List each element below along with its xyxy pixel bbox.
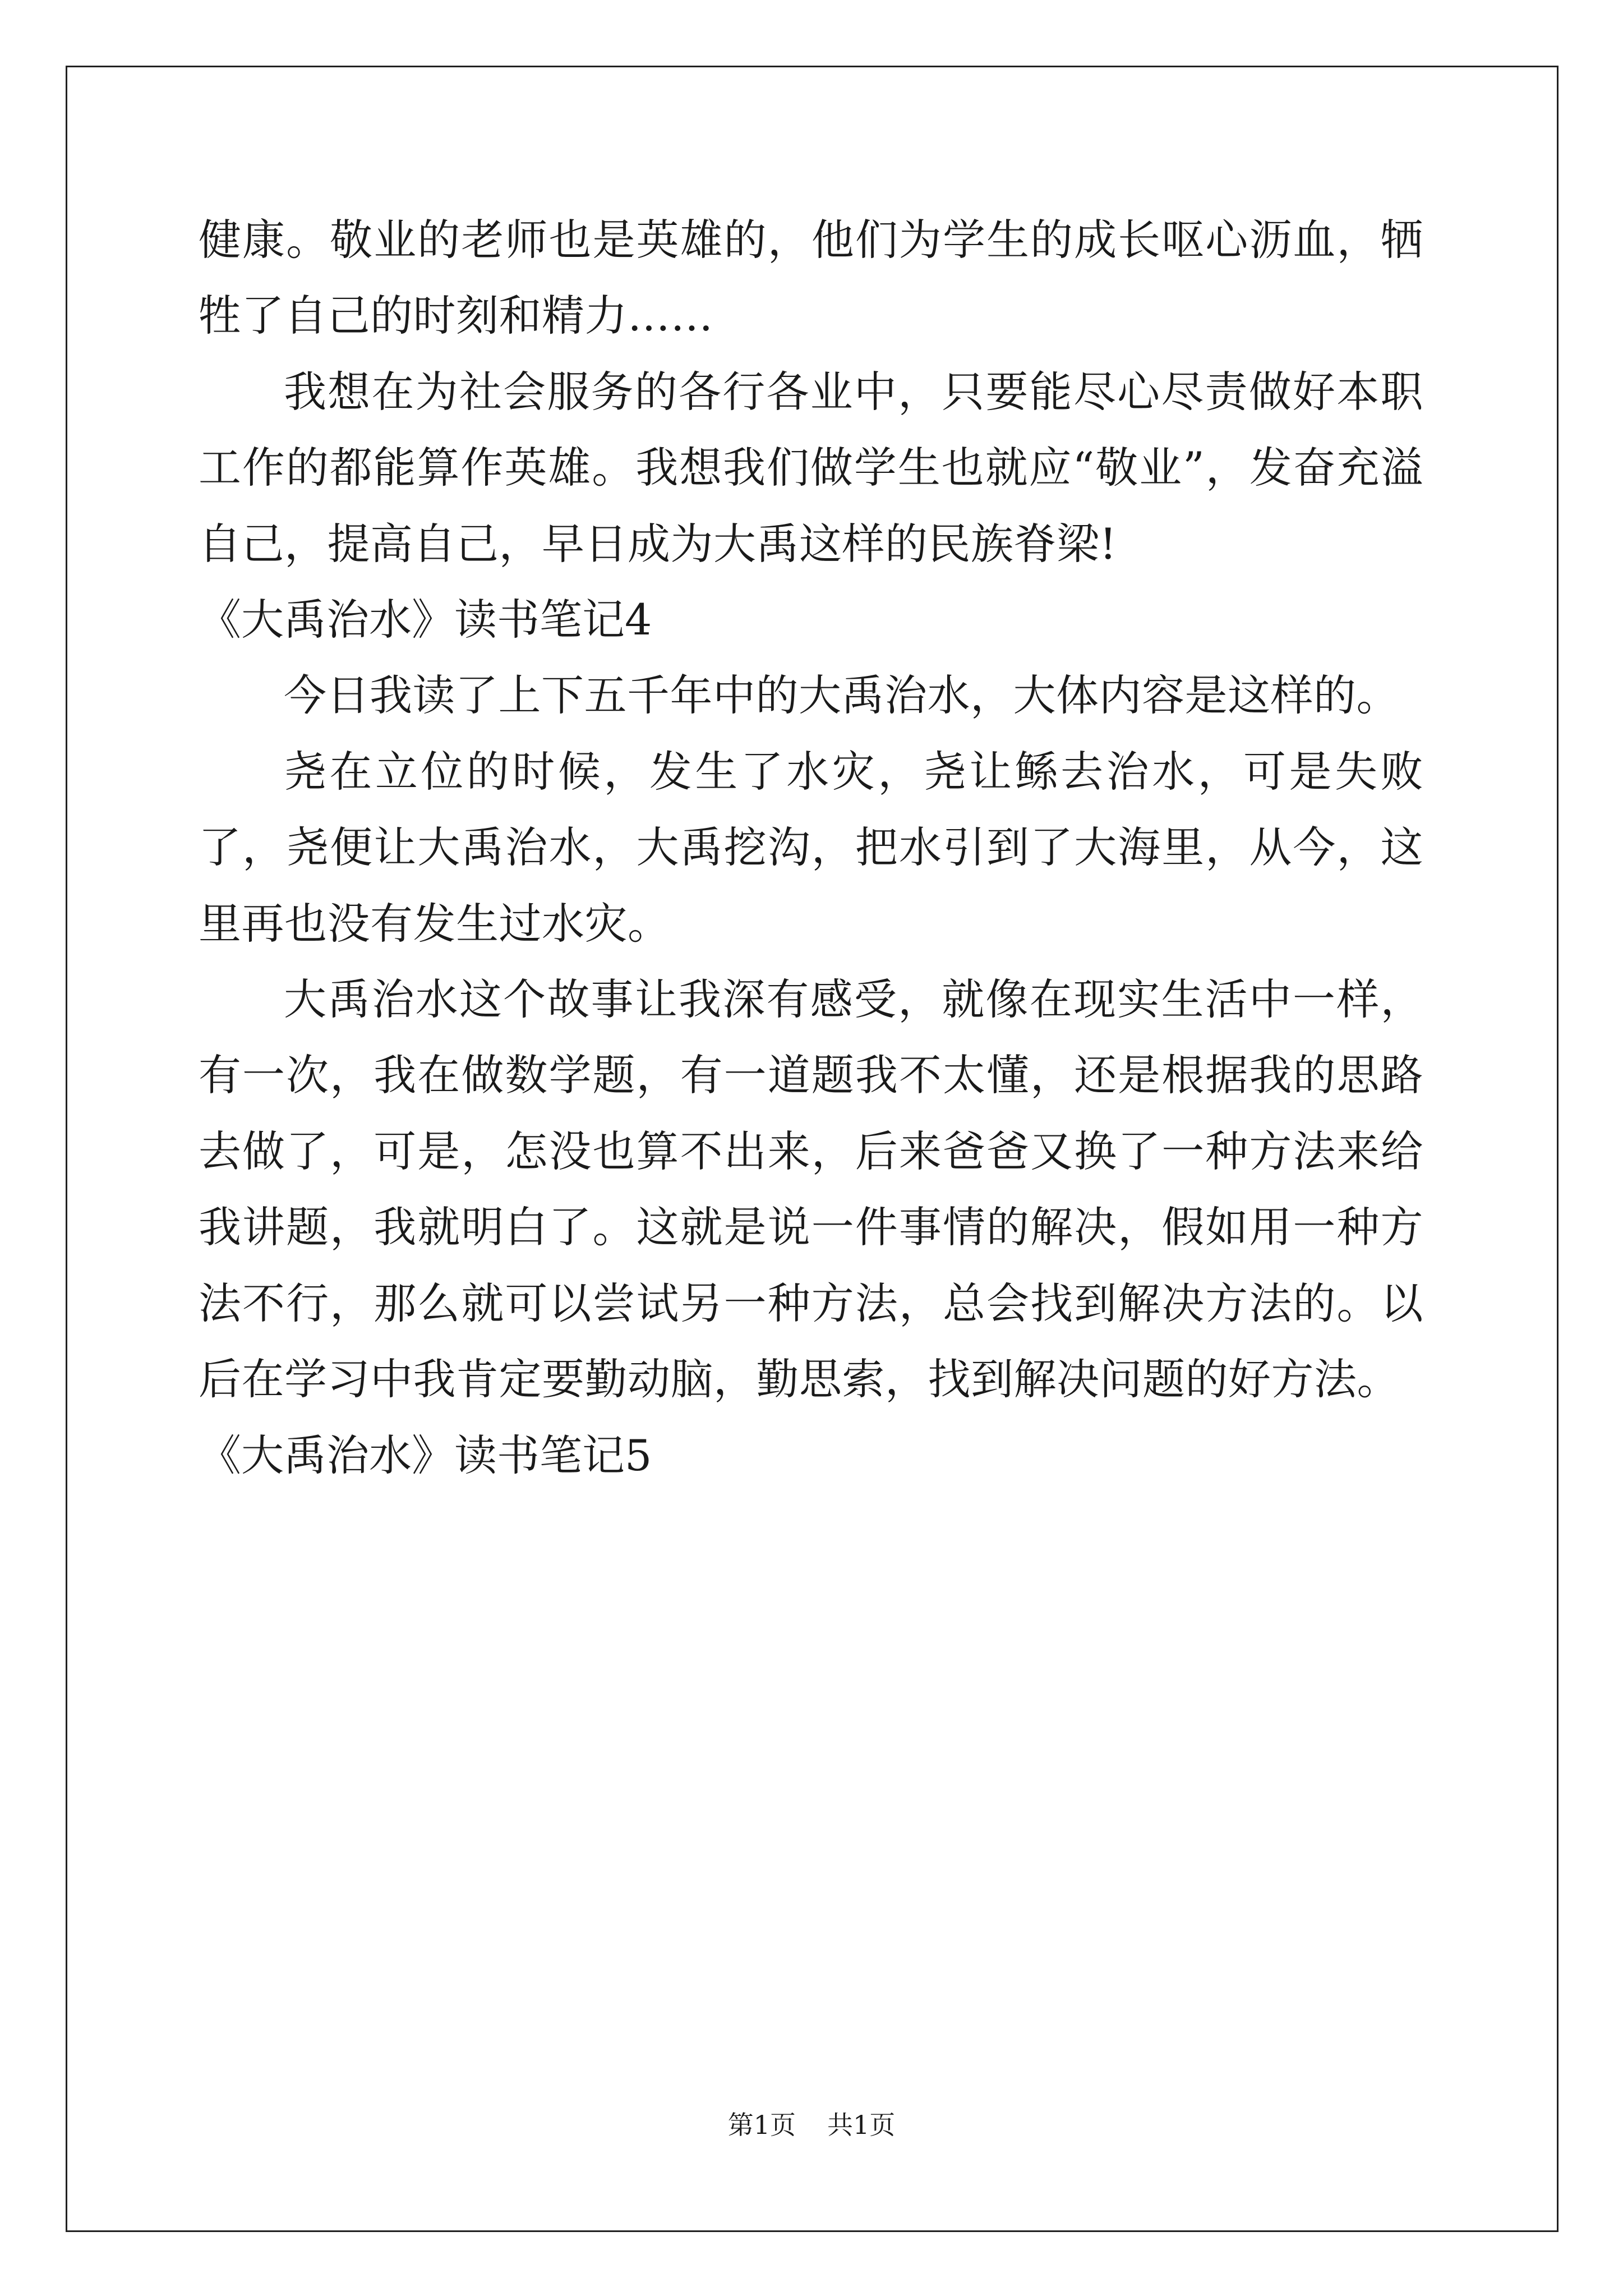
document-body: [199, 202, 1423, 1493]
paragraph-continuation: 健康。敬业的老师也是英雄的，他们为学生的成长呕心沥血，牺牲了自己的时刻和精力……: [199, 215, 1423, 341]
page-number: 第1页: [727, 2110, 796, 2140]
section-heading: 《大禹治水》读书笔记4: [199, 595, 652, 645]
paragraph: 尧在立位的时候，发生了水灾，尧让鲧去治水，可是失败了，尧便让大禹治水，大禹挖沟，把水引到了大海里，从今，这里再也没有发生过水灾。: [199, 746, 1423, 949]
page-count: 共1页: [827, 2110, 896, 2140]
paragraph: 我想在为社会服务的各行各业中，只要能尽心尽责做好本职工作的都能算作英雄。我想我们做学生也就应“敬业”，发奋充溢自己，提高自己，早日成为大禹这样的民族脊梁!: [199, 366, 1423, 569]
section-heading: 《大禹治水》读书笔记5: [199, 1430, 652, 1480]
paragraph: 今日我读了上下五千年中的大禹治水，大体内容是这样的。: [284, 670, 1399, 721]
paragraph: 大禹治水这个故事让我深有感受，就像在现实生活中一样，有一次，我在做数学题，有一道题我不太懂，还是根据我的思路去做了，可是，怎没也算不出来，后来爸爸又换了一种方法来给我讲题，我就明白了。这就是说一件事情的解决，假如用一种方法不行，那么就可以尝试另一种方法，总会找到解决方法的。以后在学习中我肯定要勤动脑，勤思索，找到解决问题的好方法。: [199, 974, 1423, 1405]
page-footer: [0, 2108, 1623, 2142]
